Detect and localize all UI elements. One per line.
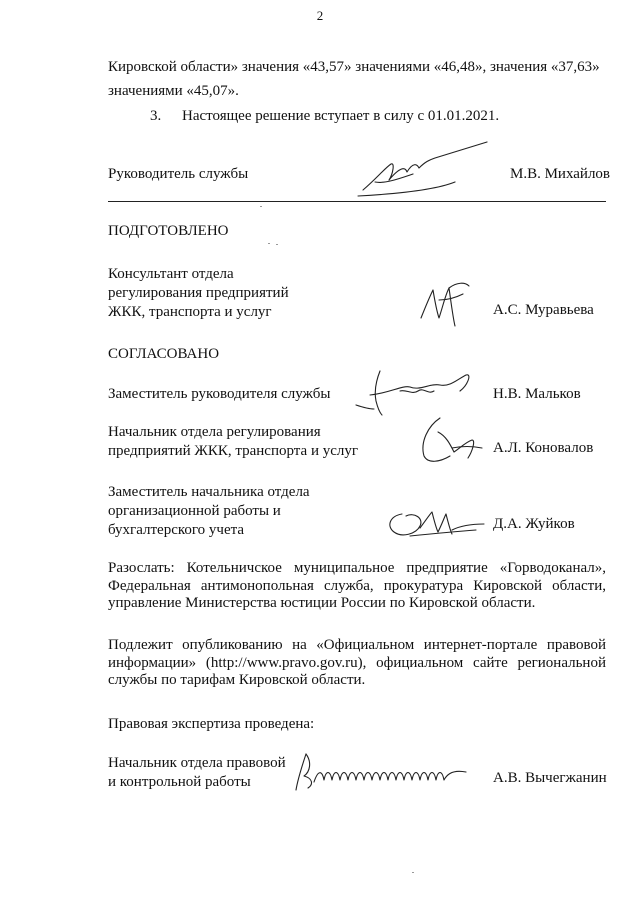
agreed-heading: СОГЛАСОВАНО — [108, 346, 220, 362]
prepared-signature — [415, 278, 475, 338]
agreed-signer-1-name: Н.В. Мальков — [493, 386, 581, 402]
position-line: регулирования предприятий — [108, 285, 289, 301]
paragraph-continuation-line-1: Кировской области» значения «43,57» значениями «46,48», значения «37,63» — [108, 59, 600, 75]
head-signature — [355, 138, 495, 208]
legal-review-position — [108, 754, 286, 792]
page-number: 2 — [316, 8, 324, 23]
agreed-signer-2-position — [108, 423, 358, 461]
position-line: Заместитель начальника отдела — [108, 484, 310, 500]
list-item-3 — [150, 107, 499, 126]
position-line: Начальник отдела регулирования — [108, 424, 321, 440]
position-line: и контрольной работы — [108, 774, 251, 790]
position-line: ЖКК, транспорта и услуг — [108, 304, 272, 320]
legal-review-name: А.В. Вычегжанин — [493, 770, 607, 786]
paragraph-continuation-line-2: значениями «45,07». — [108, 83, 239, 99]
publication-paragraph: Подлежит опубликованию на «Официальном интернет-портале правовой информации» (http://www.pravo.gov.ru), официальном сайте региональной службы по тарифам Кировской области. — [108, 637, 606, 688]
agreed-signer-1-position — [108, 385, 330, 404]
legal-review-statement: Правовая экспертиза проведена: — [108, 716, 315, 732]
prepared-position — [108, 265, 289, 322]
position-line: предприятий ЖКК, транспорта и услуг — [108, 443, 359, 459]
prepared-heading: ПОДГОТОВЛЕНО — [108, 223, 229, 239]
legal-review-signature — [290, 748, 490, 798]
position-line: Консультант отдела — [108, 266, 234, 282]
list-item-number: 3. — [150, 108, 162, 124]
agreed-signer-2-name: А.Л. Коновалов — [493, 440, 594, 456]
prepared-name: А.С. Муравьева — [493, 302, 594, 318]
agreed-signer-3-name: Д.А. Жуйков — [493, 516, 575, 532]
agreed-signer-3-position — [108, 483, 310, 540]
head-title: Руководитель службы — [108, 166, 249, 182]
list-item-text: Настоящее решение вступает в силу с 01.01.2021. — [182, 108, 500, 124]
agreed-signer-2-signature — [410, 412, 490, 472]
position-line: организационной работы и — [108, 503, 281, 519]
head-name: М.В. Михайлов — [510, 166, 611, 182]
position-line: Заместитель руководителя службы — [108, 386, 331, 402]
position-line: бухгалтерского учета — [108, 522, 245, 538]
agreed-signer-3-signature — [380, 500, 490, 550]
distribution-paragraph: Разослать: Котельничское муниципальное предприятие «Горводоканал», Федеральная антимонопольная служба, прокуратура Кировской области, управление Министерства юстиции России по Кировской области. — [108, 560, 606, 611]
separator-line — [108, 201, 606, 202]
position-line: Начальник отдела правовой — [108, 755, 286, 771]
